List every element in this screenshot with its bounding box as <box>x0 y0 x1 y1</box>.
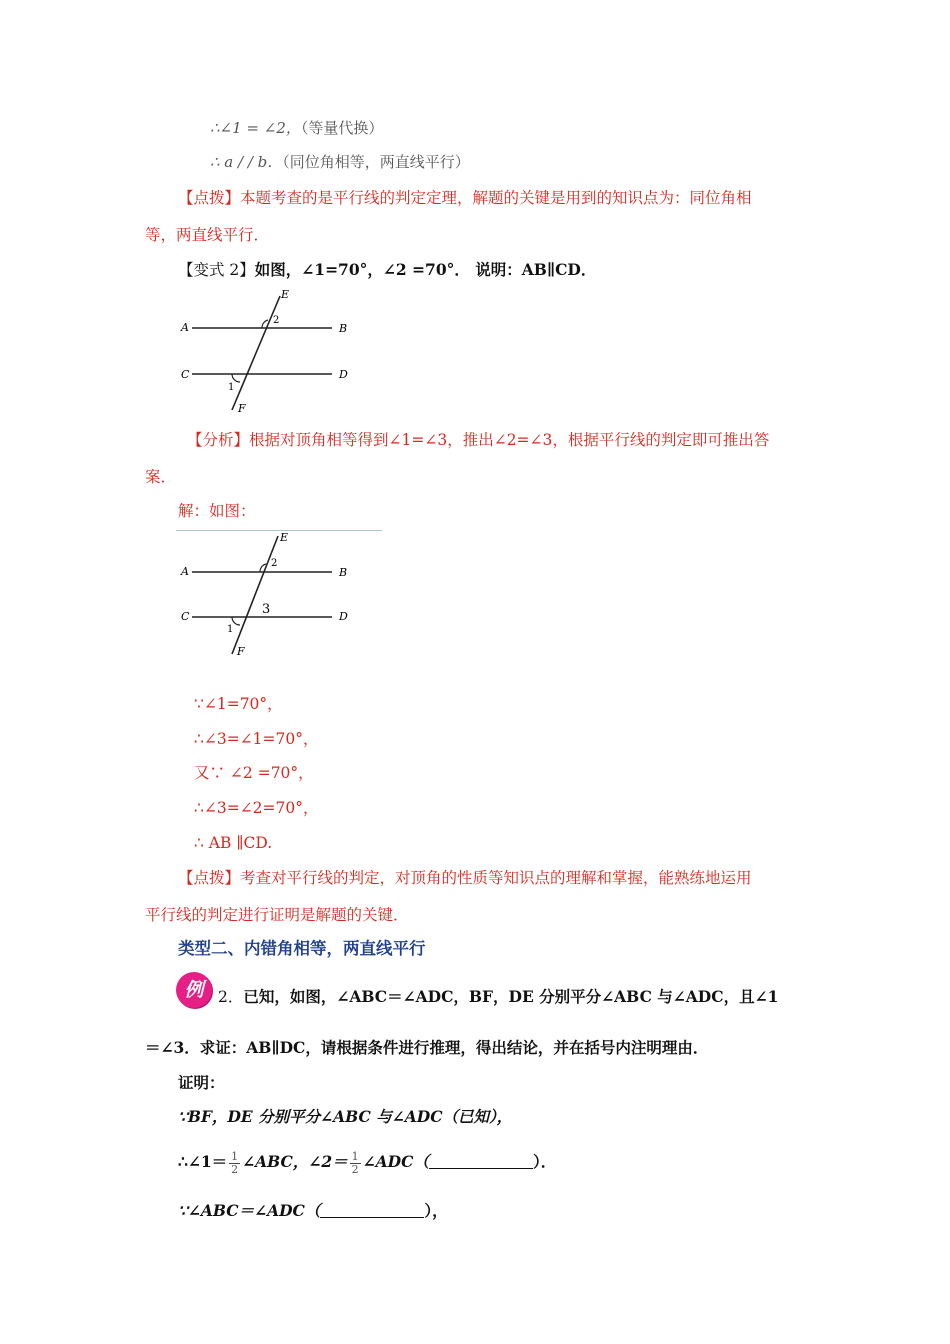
label-three: 3 <box>262 602 271 617</box>
label-one: 1 <box>228 382 235 393</box>
label-d: D <box>339 368 348 381</box>
answer-blank-1[interactable] <box>429 1154 533 1169</box>
line-ef <box>232 536 278 654</box>
figure-parallel-lines-1 <box>170 284 370 418</box>
label-d: D <box>339 610 348 623</box>
line-ef <box>232 296 280 410</box>
step-4: ∴∠3=∠2=70°， <box>194 799 319 817</box>
label-a: A <box>181 321 189 334</box>
line-angle-equal: ∴∠1 = ∠2，（等量代换） <box>210 119 384 137</box>
solution-intro: 解：如图： <box>178 502 256 520</box>
label-a: A <box>181 565 189 578</box>
note-tip-1-cont: 等，两直线平行． <box>145 226 270 244</box>
label-e: E <box>281 288 290 301</box>
proof-line-1: ∵BF，DE 分别平分∠ABC 与∠ADC（已知）， <box>178 1107 513 1126</box>
section-heading: 类型二、内错角相等，两直线平行 <box>178 939 426 958</box>
step-2: ∴∠3=∠1=70°， <box>194 730 319 748</box>
label-c: C <box>181 368 190 381</box>
proof-title: 证明： <box>178 1073 225 1092</box>
label-b: B <box>339 322 348 335</box>
label-e: E <box>280 531 289 544</box>
proof-line-2: ∴∠1＝ $\frac{1}{2}$ ∠ABC，∠2＝ $\frac{1}{2}$ ∠ADC（ ）． <box>178 1149 557 1176</box>
step-3: 又∵ ∠2 =70°， <box>194 764 314 782</box>
example-2-line2: ＝∠3．求证：AB∥DC，请根据条件进行推理，得出结论，并在括号内注明理由． <box>145 1038 709 1057</box>
line-parallel-conclusion: ∴ a / / b．（同位角相等，两直线平行） <box>210 153 470 171</box>
step-1: ∵∠1=70°， <box>194 695 283 713</box>
label-two: 2 <box>271 558 278 569</box>
label-f: F <box>237 645 245 658</box>
note-tag: 【点拨】 <box>178 869 241 887</box>
variant-2-question: 【变式 2】如图，∠1=70°，∠2 =70°． 说明：AB∥CD． <box>178 260 597 279</box>
answer-blank-2[interactable] <box>320 1203 424 1218</box>
proof-line-3: ∵∠ABC＝∠ADC（ ）， <box>178 1201 448 1220</box>
note-tip-2-cont: 平行线的判定进行证明是解题的关键． <box>145 906 409 924</box>
note-tip-2: 【点拨】考查对平行线的判定，对顶角的性质等知识点的理解和掌握，能熟练地运用 <box>178 869 752 887</box>
label-one: 1 <box>227 624 234 635</box>
fraction-half-2: $\frac{1}{2}$ <box>351 1149 359 1176</box>
angle-1-arc <box>232 374 240 382</box>
label-b: B <box>339 566 348 579</box>
analysis-cont: 案． <box>145 468 177 486</box>
fraction-half-1: $\frac{1}{2}$ <box>231 1149 239 1176</box>
figure-parallel-lines-2 <box>170 528 370 662</box>
example-2-line1: 2．已知，如图，∠ABC＝∠ADC，BF，DE 分别平分∠ABC 与∠ADC，且∠1 <box>218 987 779 1006</box>
note-tip-1: 【点拨】本题考查的是平行线的判定定理，解题的关键是用到的知识点为：同位角相 <box>178 189 752 207</box>
label-c: C <box>181 610 190 623</box>
example-badge-icon: 例 <box>176 972 212 1008</box>
analysis-tag: 【分析】 <box>187 431 250 449</box>
analysis: 【分析】根据对顶角相等得到∠1=∠3，推出∠2=∠3，根据平行线的判定即可推出答 <box>187 431 770 449</box>
label-f: F <box>238 402 246 415</box>
label-two: 2 <box>273 315 280 326</box>
note-tag: 【点拨】 <box>178 189 241 207</box>
step-5: ∴ AB ∥CD. <box>194 834 273 852</box>
